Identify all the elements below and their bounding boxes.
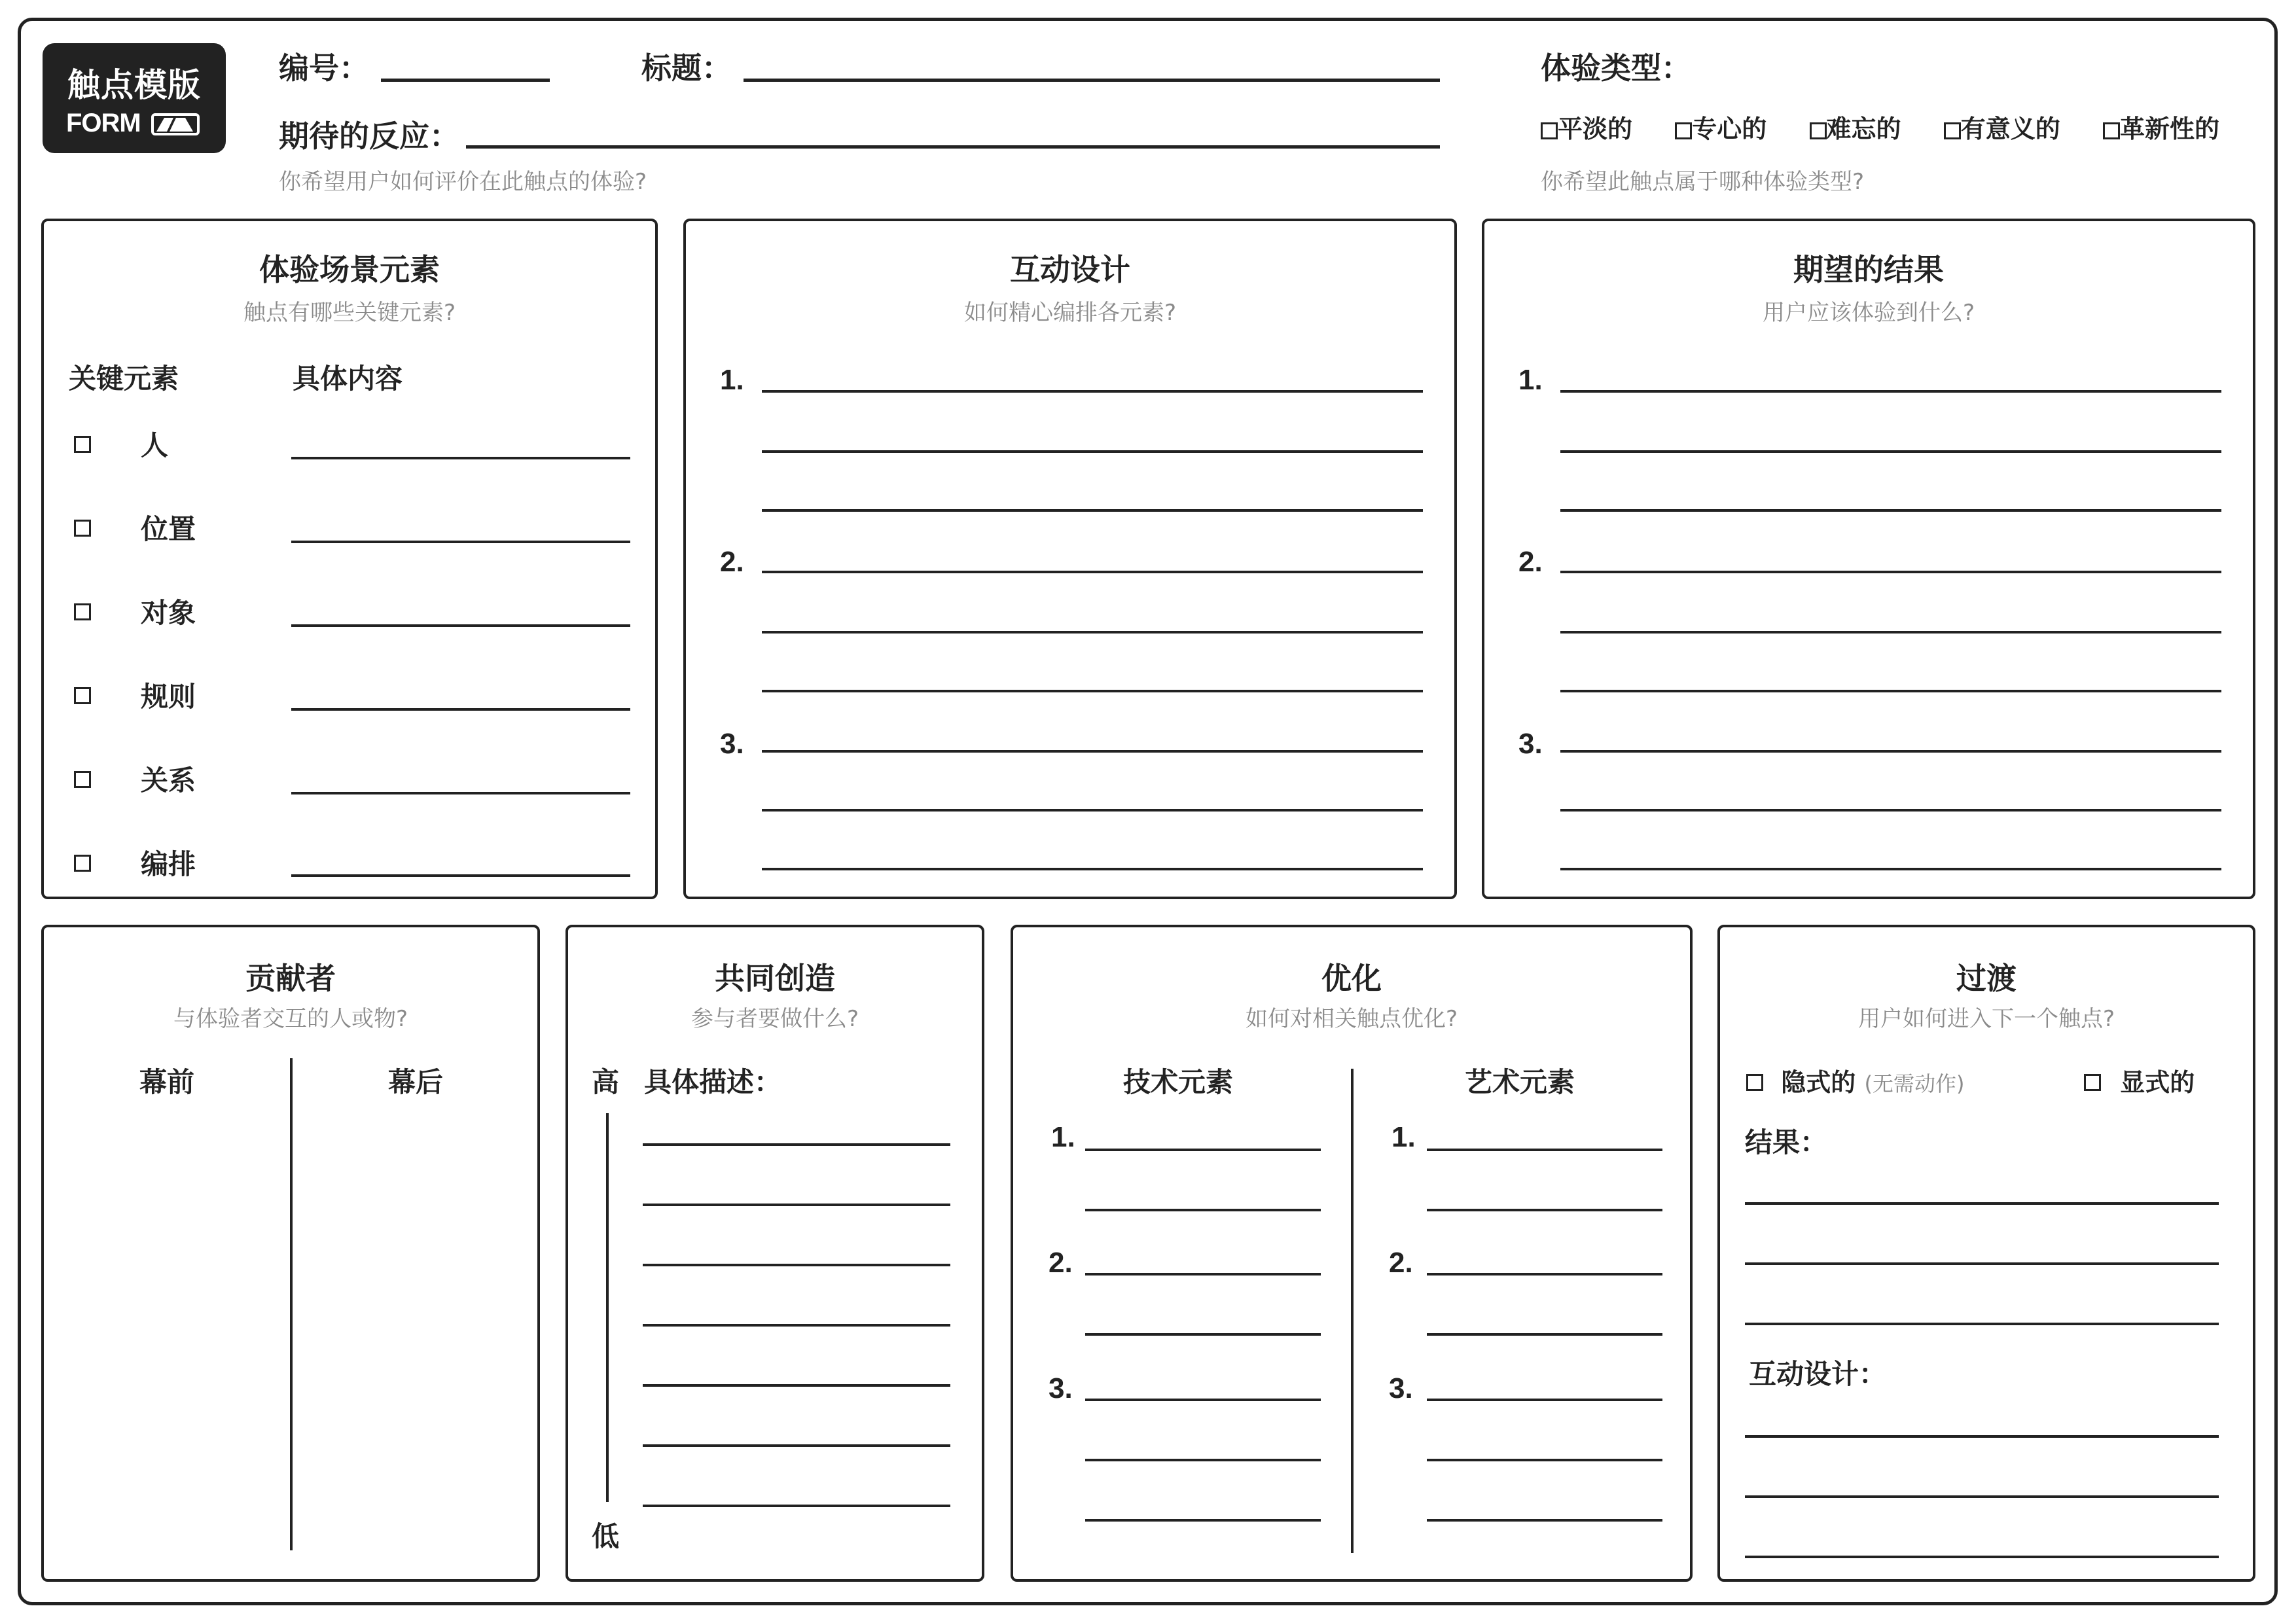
- tech-line[interactable]: [1085, 1519, 1321, 1522]
- column-header-detail: 具体内容: [293, 363, 403, 395]
- detail-line[interactable]: [291, 792, 630, 794]
- element-label: 位置: [141, 513, 196, 545]
- answer-line[interactable]: [1560, 750, 2221, 753]
- art-line[interactable]: [1427, 1519, 1662, 1522]
- detail-line[interactable]: [291, 708, 630, 711]
- implicit-label: 隐式的: [1781, 1068, 1856, 1097]
- interaction-line[interactable]: [1745, 1556, 2219, 1558]
- panel-subtitle: 如何精心编排各元素?: [963, 300, 1177, 326]
- tech-line[interactable]: [1085, 1149, 1321, 1151]
- description-line[interactable]: [643, 1264, 950, 1266]
- item-number: 3.: [1049, 1372, 1073, 1404]
- item-number: 1.: [1391, 1121, 1416, 1153]
- answer-line[interactable]: [762, 509, 1423, 512]
- checkbox[interactable]: [1810, 122, 1827, 139]
- answer-line[interactable]: [762, 809, 1423, 812]
- interaction-line[interactable]: [1745, 1495, 2219, 1498]
- checkbox-choreography[interactable]: [74, 855, 91, 872]
- logo-subtitle: FORM: [66, 109, 141, 137]
- result-line[interactable]: [1745, 1202, 2219, 1205]
- item-number: 2.: [720, 546, 744, 578]
- experience-type-option[interactable]: 有意义的: [1944, 115, 2060, 143]
- detail-line[interactable]: [291, 541, 630, 543]
- checkbox-location[interactable]: [74, 520, 91, 537]
- item-number: 2.: [1389, 1247, 1413, 1279]
- panel-subtitle: 用户如何进入下一个触点?: [1857, 1006, 2115, 1032]
- element-label: 人: [141, 429, 169, 461]
- answer-line[interactable]: [1560, 809, 2221, 812]
- tech-line[interactable]: [1085, 1273, 1321, 1275]
- art-line[interactable]: [1427, 1333, 1662, 1336]
- item-number: 1.: [1051, 1121, 1075, 1153]
- detail-line[interactable]: [291, 457, 630, 459]
- checkbox[interactable]: [2103, 122, 2120, 139]
- description-line[interactable]: [643, 1384, 950, 1387]
- item-number: 2.: [1518, 546, 1543, 578]
- experience-type-label: 体验类型：: [1541, 50, 1691, 86]
- description-line[interactable]: [643, 1505, 950, 1507]
- art-line[interactable]: [1427, 1459, 1662, 1461]
- item-number: 1.: [720, 364, 744, 396]
- checkbox-explicit[interactable]: [2084, 1074, 2101, 1091]
- item-number: 2.: [1049, 1247, 1073, 1279]
- answer-line[interactable]: [762, 450, 1423, 453]
- checkbox-implicit[interactable]: [1746, 1074, 1763, 1091]
- answer-line[interactable]: [1560, 571, 2221, 573]
- implicit-note: (无需动作): [1864, 1071, 1965, 1096]
- checkbox-relationship[interactable]: [74, 771, 91, 788]
- checkbox-object[interactable]: [74, 603, 91, 620]
- answer-line[interactable]: [1560, 390, 2221, 393]
- result-line[interactable]: [1745, 1262, 2219, 1265]
- scale-high-label: 高: [592, 1066, 620, 1098]
- panel-subtitle: 参与者要做什么?: [691, 1006, 859, 1032]
- panel-optimization: [1011, 925, 1693, 1582]
- column-divider: [290, 1058, 293, 1550]
- mountain-badge-icon: [151, 113, 200, 135]
- result-label: 结果：: [1745, 1126, 1828, 1158]
- panel-co-creation: [565, 925, 984, 1582]
- answer-line[interactable]: [762, 868, 1423, 870]
- explicit-label: 显式的: [2120, 1068, 2195, 1097]
- tech-line[interactable]: [1085, 1459, 1321, 1461]
- answer-line[interactable]: [762, 690, 1423, 692]
- column-header-art: 艺术元素: [1465, 1066, 1575, 1098]
- answer-line[interactable]: [1560, 631, 2221, 633]
- description-line[interactable]: [643, 1143, 950, 1146]
- tech-line[interactable]: [1085, 1399, 1321, 1401]
- description-line[interactable]: [643, 1444, 950, 1447]
- explicit-option[interactable]: [2084, 1062, 2195, 1098]
- tech-line[interactable]: [1085, 1333, 1321, 1336]
- element-label: 编排: [141, 848, 196, 880]
- panel-subtitle: 触点有哪些关键元素?: [243, 300, 456, 326]
- panel-title: 过渡: [1956, 961, 2017, 996]
- title-field[interactable]: [744, 79, 1440, 82]
- column-header-tech: 技术元素: [1123, 1066, 1234, 1098]
- element-label: 关系: [141, 764, 196, 796]
- element-label: 对象: [141, 597, 196, 629]
- answer-line[interactable]: [762, 390, 1423, 393]
- panel-transition: [1717, 925, 2255, 1582]
- art-line[interactable]: [1427, 1149, 1662, 1151]
- expected-reaction-field[interactable]: [466, 145, 1440, 149]
- expected-reaction-hint: 你希望用户如何评价在此触点的体验?: [279, 169, 647, 195]
- panel-scene-elements: [41, 219, 658, 899]
- scale-low-label: 低: [592, 1520, 620, 1552]
- panel-title: 优化: [1321, 961, 1382, 996]
- experience-type-option[interactable]: 难忘的: [1810, 115, 1901, 143]
- panel-contributors: [41, 925, 540, 1582]
- panel-title: 互动设计: [1010, 252, 1130, 287]
- interaction-line[interactable]: [1745, 1435, 2219, 1438]
- panel-title: 贡献者: [245, 961, 336, 996]
- item-number: 3.: [720, 728, 744, 760]
- number-field[interactable]: [381, 79, 550, 82]
- art-line[interactable]: [1427, 1273, 1662, 1275]
- panel-interaction-design: [683, 219, 1457, 899]
- column-header-back: 幕后: [388, 1066, 444, 1098]
- checkbox[interactable]: [1944, 122, 1961, 139]
- answer-line[interactable]: [1560, 690, 2221, 692]
- panel-subtitle: 与体验者交互的人或物?: [173, 1006, 408, 1032]
- logo: [43, 43, 226, 153]
- panel-title: 期望的结果: [1793, 252, 1944, 287]
- checkbox[interactable]: [1675, 122, 1692, 139]
- panel-title: 共同创造: [715, 961, 835, 996]
- panel-subtitle: 用户应该体验到什么?: [1762, 300, 1975, 326]
- column-divider: [1351, 1069, 1354, 1553]
- checkbox-person[interactable]: [74, 436, 91, 453]
- answer-line[interactable]: [1560, 509, 2221, 512]
- detail-line[interactable]: [291, 624, 630, 627]
- experience-type-option[interactable]: 革新性的: [2103, 115, 2219, 143]
- participation-scale-line: [606, 1113, 609, 1502]
- result-line[interactable]: [1745, 1323, 2219, 1325]
- answer-line[interactable]: [1560, 868, 2221, 870]
- implicit-option[interactable]: [1746, 1062, 1964, 1098]
- column-header-key: 关键元素: [69, 363, 179, 395]
- checkbox-rules[interactable]: [74, 687, 91, 704]
- item-number: 3.: [1389, 1372, 1413, 1404]
- answer-line[interactable]: [762, 571, 1423, 573]
- checkbox[interactable]: [1541, 122, 1558, 139]
- description-label: 具体描述：: [644, 1066, 782, 1098]
- element-label: 规则: [141, 681, 196, 713]
- experience-type-options: [1541, 109, 2219, 145]
- experience-type-hint: 你希望此触点属于哪种体验类型?: [1541, 169, 1865, 195]
- art-line[interactable]: [1427, 1209, 1662, 1211]
- experience-type-option[interactable]: 专心的: [1675, 115, 1767, 143]
- column-header-front: 幕前: [139, 1066, 195, 1098]
- experience-type-option[interactable]: 平淡的: [1541, 115, 1632, 143]
- answer-line[interactable]: [762, 750, 1423, 753]
- panel-subtitle: 如何对相关触点优化?: [1245, 1006, 1458, 1032]
- title-label: 标题：: [641, 50, 732, 86]
- logo-title: 触点模版: [67, 66, 201, 104]
- description-line[interactable]: [643, 1324, 950, 1327]
- description-line[interactable]: [643, 1204, 950, 1206]
- art-line[interactable]: [1427, 1399, 1662, 1401]
- interaction-label: 互动设计：: [1749, 1358, 1887, 1390]
- panel-title: 体验场景元素: [259, 252, 440, 287]
- tech-line[interactable]: [1085, 1209, 1321, 1211]
- detail-line[interactable]: [291, 874, 630, 877]
- answer-line[interactable]: [762, 631, 1423, 633]
- panel-expected-results: [1482, 219, 2255, 899]
- item-number: 1.: [1518, 364, 1543, 396]
- number-label: 编号：: [279, 50, 369, 86]
- answer-line[interactable]: [1560, 450, 2221, 453]
- item-number: 3.: [1518, 728, 1543, 760]
- expected-reaction-label: 期待的反应：: [279, 118, 459, 154]
